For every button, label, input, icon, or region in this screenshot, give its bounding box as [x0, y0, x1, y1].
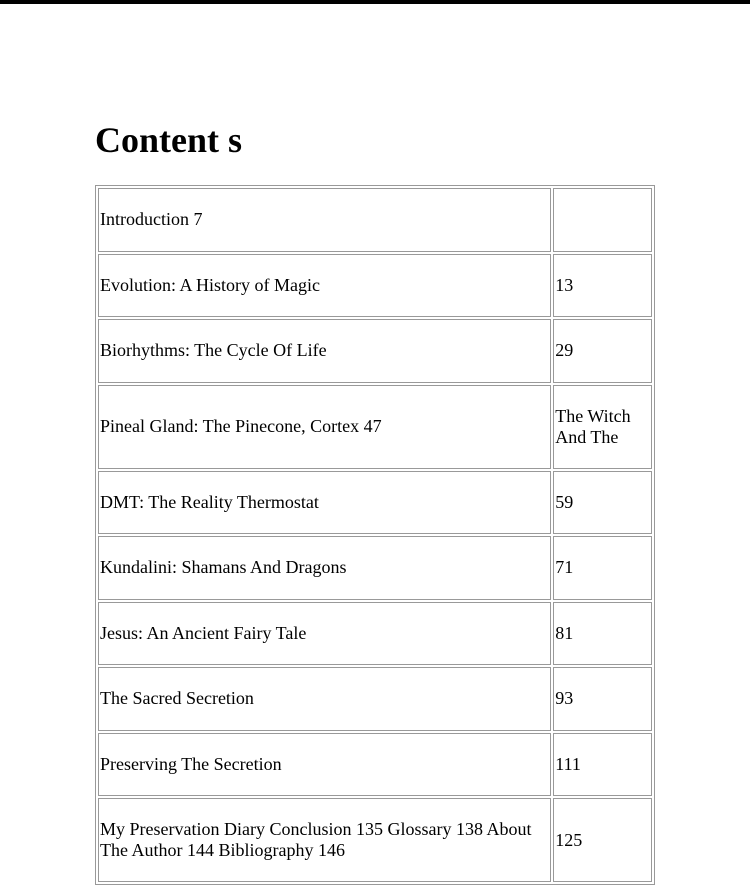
entry-title: Introduction 7 — [98, 188, 551, 252]
entry-page: The Witch And The — [553, 385, 652, 469]
contents-table — [96, 186, 654, 884]
table-row — [98, 188, 652, 252]
table-row — [98, 385, 652, 469]
entry-title: Biorhythms: The Cycle Of Life — [98, 319, 551, 383]
contents-table-frame — [95, 185, 655, 885]
entry-title: Evolution: A History of Magic — [98, 254, 551, 318]
table-row — [98, 667, 652, 731]
table-row — [98, 733, 652, 797]
entry-page — [553, 188, 652, 252]
entry-title: Preserving The Secretion — [98, 733, 551, 797]
entry-title: Kundalini: Shamans And Dragons — [98, 536, 551, 600]
table-row — [98, 319, 652, 383]
top-border — [0, 0, 750, 4]
table-row — [98, 602, 652, 666]
entry-title: Jesus: An Ancient Fairy Tale — [98, 602, 551, 666]
entry-page: 81 — [553, 602, 652, 666]
entry-title: The Sacred Secretion — [98, 667, 551, 731]
entry-page: 93 — [553, 667, 652, 731]
page-title: Content s — [95, 120, 243, 160]
entry-title: Pineal Gland: The Pinecone, Cortex 47 — [98, 385, 551, 469]
table-row — [98, 471, 652, 535]
entry-page: 125 — [553, 798, 652, 882]
entry-page: 71 — [553, 536, 652, 600]
entry-page: 111 — [553, 733, 652, 797]
table-row — [98, 536, 652, 600]
table-row — [98, 254, 652, 318]
table-row — [98, 798, 652, 882]
entry-title: My Preservation Diary Conclusion 135 Glossary 138 About The Author 144 Bibliography 146 — [98, 798, 551, 882]
entry-page: 13 — [553, 254, 652, 318]
entry-page: 29 — [553, 319, 652, 383]
entry-page: 59 — [553, 471, 652, 535]
entry-title: DMT: The Reality Thermostat — [98, 471, 551, 535]
